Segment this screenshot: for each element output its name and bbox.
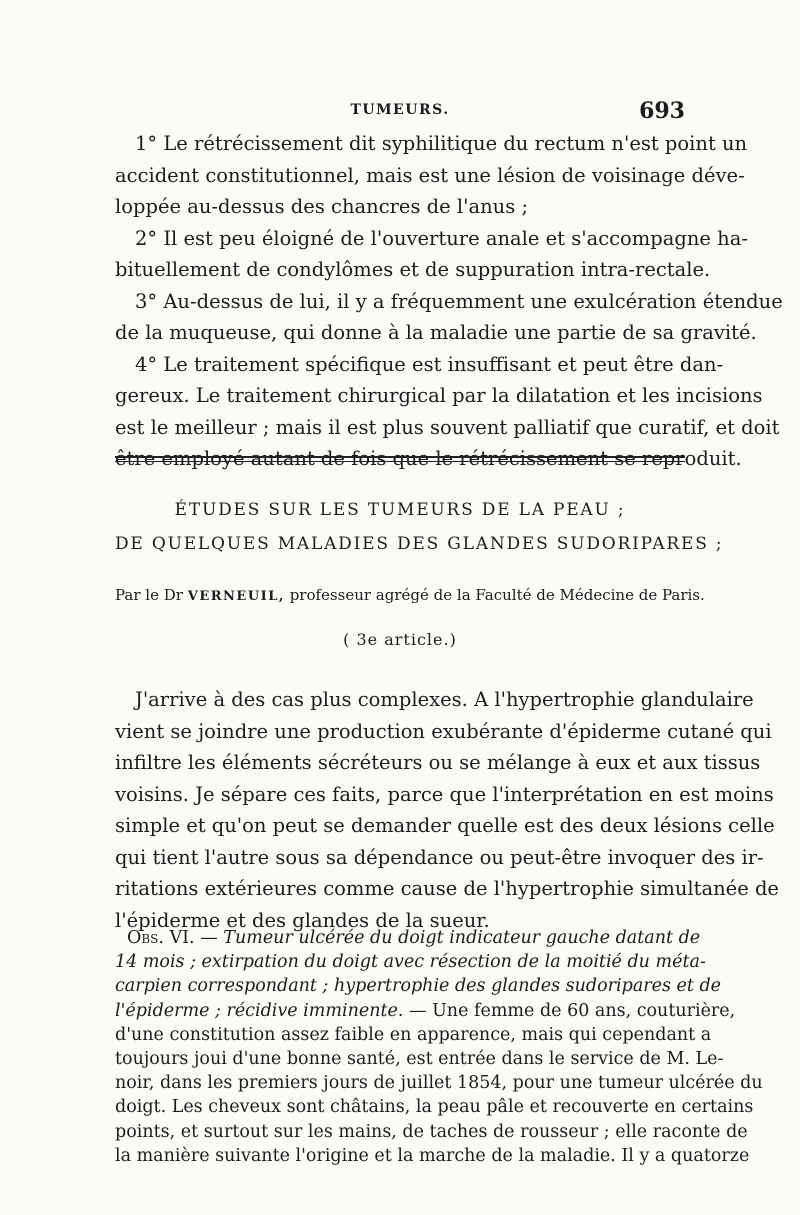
conclusions-list xyxy=(115,128,783,475)
section-title-line-2: DE QUELQUES MALADIES DES GLANDES SUDORIPARES ; xyxy=(115,534,724,554)
text-line: gereux. Le traitement chirurgical par la dilatation et les incisions xyxy=(115,384,763,407)
text-line: ritations extérieures comme cause de l'hypertrophie simultanée de xyxy=(115,877,779,900)
text-line: 3° Au-dessus de lui, il y a fréquemment une exulcération étendue xyxy=(135,289,783,313)
text-line: est le meilleur ; mais il est plus souvent palliatif que curatif, et doit xyxy=(115,415,780,439)
obs-line: d'une constitution assez faible en apparence, mais qui cependant a xyxy=(115,1024,712,1045)
section-title-line-1: ÉTUDES SUR LES TUMEURS DE LA PEAU ; xyxy=(174,500,626,520)
obs-line: noir, dans les premiers jours de juillet 1854, pour une tumeur ulcérée du xyxy=(115,1073,763,1094)
text-line: infiltre les éléments sécréteurs ou se mélange à eux et aux tissus xyxy=(115,751,761,774)
obs-title: carpien correspondant ; hypertrophie des glandes sudoripares et de xyxy=(115,976,722,997)
obs-line: points, et surtout sur les mains, de taches de rousseur ; elle raconte de xyxy=(115,1121,748,1142)
text-line: 2° Il est peu éloigné de l'ouverture anale et s'accompagne ha- xyxy=(135,226,748,250)
text-line: voisins. Je sépare ces faits, parce que l'interprétation en est moins xyxy=(115,782,774,806)
text-line: loppée au-dessus des chancres de l'anus ; xyxy=(115,195,529,218)
running-title: TUMEURS. xyxy=(350,102,450,118)
author-name: VERNEUIL, xyxy=(187,589,285,604)
text-line: accident constitutionnel, mais est une lésion de voisinage déve- xyxy=(115,163,745,187)
text-line: vient se joindre une production exubérante d'épiderme cutané qui xyxy=(115,719,772,743)
obs-line xyxy=(115,999,736,1023)
obs-title: l'épiderme ; récidive imminente. xyxy=(115,1000,404,1021)
obs-line xyxy=(115,926,701,950)
obs-text: — Une femme de 60 ans, couturière, xyxy=(409,1000,736,1021)
obs-title: Tumeur ulcérée du doigt indicateur gauche datant de xyxy=(223,928,701,948)
text-line: simple et qu'on peut se demander quelle est des deux lésions celle xyxy=(115,814,775,837)
text-line: 4° Le traitement spécifique est insuffisant et peut être dan- xyxy=(135,352,724,376)
observation-paragraph xyxy=(115,926,763,1168)
obs-title: 14 mois ; extirpation du doigt avec résection de la moitié du méta- xyxy=(115,952,706,973)
text-line: l'épiderme et des glandes de la sueur. xyxy=(115,908,490,932)
obs-line: la manière suivante l'origine et la marche de la maladie. Il y a quatorze xyxy=(115,1145,750,1166)
text-line: bituellement de condylômes et de suppuration intra-rectale. xyxy=(115,258,711,281)
text-line: J'arrive à des cas plus complexes. A l'hypertrophie glandulaire xyxy=(135,688,754,711)
byline-prefix: Par le Dr xyxy=(115,586,183,604)
article-number: ( 3e article.) xyxy=(343,630,457,649)
text-line: être employé autant de fois que le rétrécissement se reproduit. xyxy=(115,447,742,470)
running-head xyxy=(115,98,685,128)
obs-line: toujours joui d'une bonne santé, est entrée dans le service de M. Le- xyxy=(115,1049,724,1070)
obs-line xyxy=(115,974,722,998)
obs-label: Obs. VI. — xyxy=(127,928,218,948)
obs-line: doigt. Les cheveux sont châtains, la peau pâle et recouverte en certains xyxy=(115,1097,754,1118)
text-line: 1° Le rétrécissement dit syphilitique du rectum n'est point un xyxy=(135,132,748,155)
byline-affiliation: professeur agrégé de la Faculté de Médecine de Paris. xyxy=(289,586,705,604)
text-line: de la muqueuse, qui donne à la maladie une partie de sa gravité. xyxy=(115,321,757,344)
intro-paragraph xyxy=(115,684,779,936)
obs-line xyxy=(115,950,706,974)
page-number: 693 xyxy=(639,98,685,124)
byline xyxy=(115,586,705,604)
text-line: qui tient l'autre sous sa dépendance ou peut-être invoquer des ir- xyxy=(115,845,764,869)
section-divider xyxy=(115,456,685,462)
